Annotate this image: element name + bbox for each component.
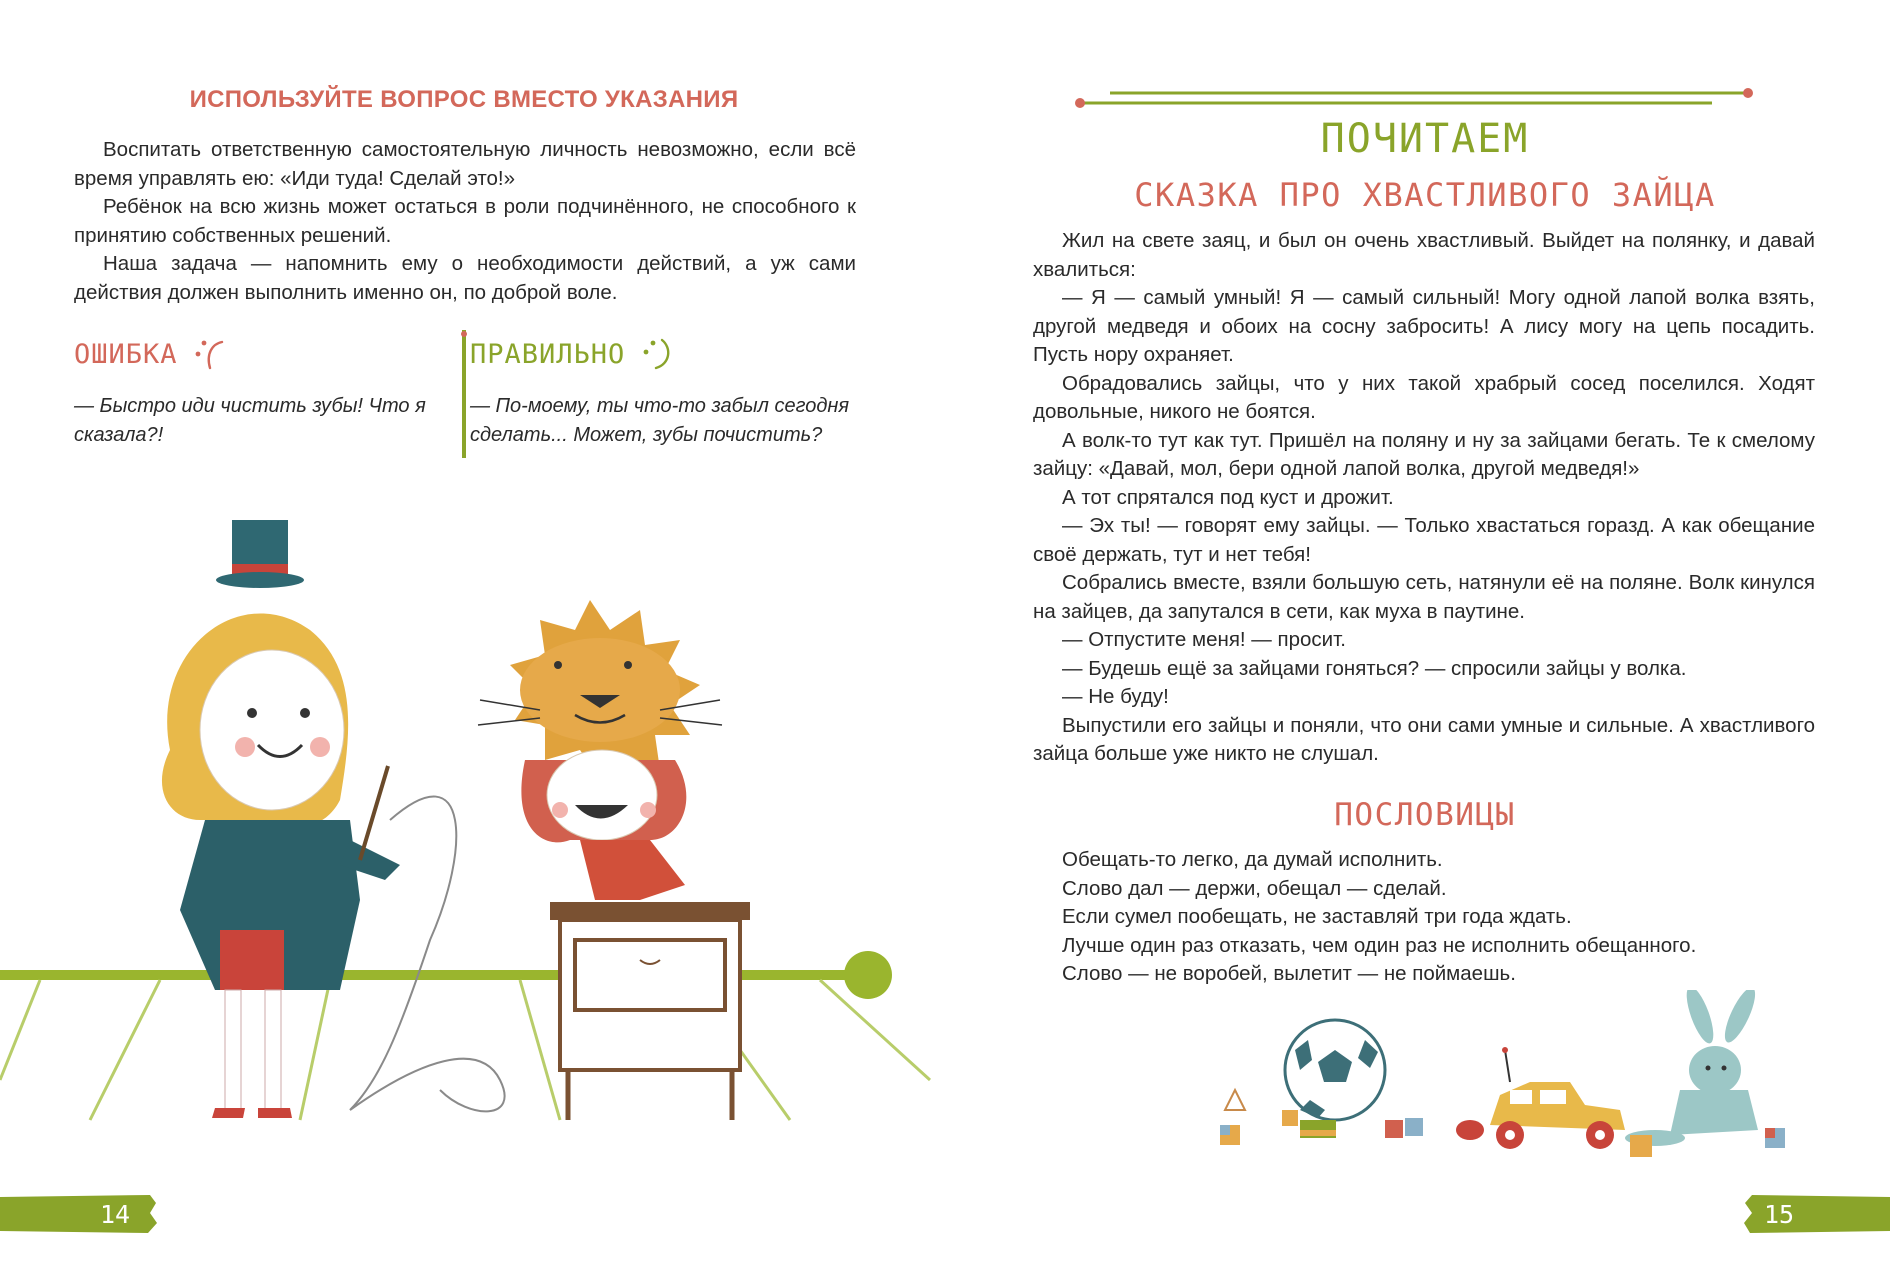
page-number-text: 15 (1764, 1199, 1795, 1229)
story-paragraph: — Будешь ещё за зайцами гоняться? — спросили зайцы у волка. (1062, 656, 1687, 680)
wrong-label: ОШИБКА (74, 338, 178, 370)
proverbs-title: ПОСЛОВИЦЫ (1334, 797, 1516, 833)
page-number-brush (0, 1193, 158, 1235)
story-paragraph: Жил на свете заяц, и был он очень хвастливый. Выйдет на полянку, и давай хвалиться: (1033, 229, 1815, 281)
section-title: ПОЧИТАЕМ (1320, 116, 1530, 162)
proverbs-list (1033, 846, 1815, 989)
decorative-rule (1072, 82, 1762, 112)
intro-text (74, 136, 856, 307)
toys-illustration (1200, 990, 1800, 1170)
page-number-right (1744, 1193, 1890, 1235)
story-paragraph: — Я — самый умный! Я — самый сильный! Могу одной лапой волка взять, другой медведя и обоих на сосну забросить! А лису могу на цепь посадить. Пусть нору охраняет. (1033, 286, 1815, 366)
right-example (470, 336, 860, 449)
story-paragraph: А тот спрятался под куст и дрожит. (1062, 485, 1394, 509)
story-paragraph: — Отпустите меня! — просит. (1062, 628, 1346, 651)
story-paragraph: Выпустили его зайцы и поняли, что они сами умные и сильные. А хвастливого зайца больше уже никто не слушал. (1033, 713, 1815, 765)
story-text (1033, 227, 1815, 769)
story-paragraph: — Эх ты! — говорят ему зайцы. — Только хвастаться горазд. А как обещание своё держать, тут и нет тебя! (1033, 514, 1815, 566)
magician-illustration (0, 520, 945, 1140)
proverb-item: Слово дал — держи, обещал — сделай. (1062, 876, 1447, 900)
right-example-text: — По-моему, ты что-то забыл сегодня сделать... Может, зубы почистить? (470, 395, 850, 446)
left-heading: ИСПОЛЬЗУЙТЕ ВОПРОС ВМЕСТО УКАЗАНИЯ (189, 86, 739, 113)
story-paragraph: Собрались вместе, взяли большую сеть, натянули её на поляне. Волк кинулся на зайцев, да запутался в сети, как муха в паутине. (1033, 571, 1815, 623)
divider-line (461, 330, 467, 458)
story-title: СКАЗКА ПРО ХВАСТЛИВОГО ЗАЙЦА (1134, 176, 1716, 214)
story-paragraph: А волк-то тут как тут. Пришёл на поляну и ну за зайцами бегать. Те к смелому зайцу: «Давай, мол, бери одной лапой волка, другой медведя!» (1033, 428, 1815, 480)
story-paragraph: Обрадовались зайцы, что у них такой храбрый сосед поселился. Ходят довольные, никого не боятся. (1033, 371, 1815, 423)
intro-paragraph: Воспитать ответственную самостоятельную личность невозможно, если всё время управлять ею: «Иди туда! Сделай это!» (74, 138, 856, 190)
proverb-item: Лучше один раз отказать, чем один раз не исполнить обещанного. (1062, 933, 1697, 957)
proverb-item: Слово — не воробей, вылетит — не поймаешь. (1062, 962, 1516, 985)
proverb-item: Если сумел пообещать, не заставляй три года ждать. (1062, 905, 1572, 928)
proverb-item: Обещать-то легко, да думай исполнить. (1062, 848, 1443, 871)
wrong-example-text: — Быстро иди чистить зубы! Что я сказала?! (74, 395, 426, 446)
intro-paragraph: Наша задача — напомнить ему о необходимости действий, а уж сами действия должен выполнить именно он, по доброй воле. (74, 252, 856, 304)
smile-face-icon (640, 336, 674, 372)
story-paragraph: — Не буду! (1062, 685, 1169, 708)
page-number-text: 14 (100, 1199, 131, 1229)
sad-face-icon (192, 336, 226, 372)
right-label: ПРАВИЛЬНО (470, 338, 626, 370)
wrong-example (74, 336, 450, 449)
page-number-left (0, 1193, 158, 1235)
intro-paragraph: Ребёнок на всю жизнь может остаться в роли подчинённого, не способного к принятию собственных решений. (74, 195, 856, 247)
